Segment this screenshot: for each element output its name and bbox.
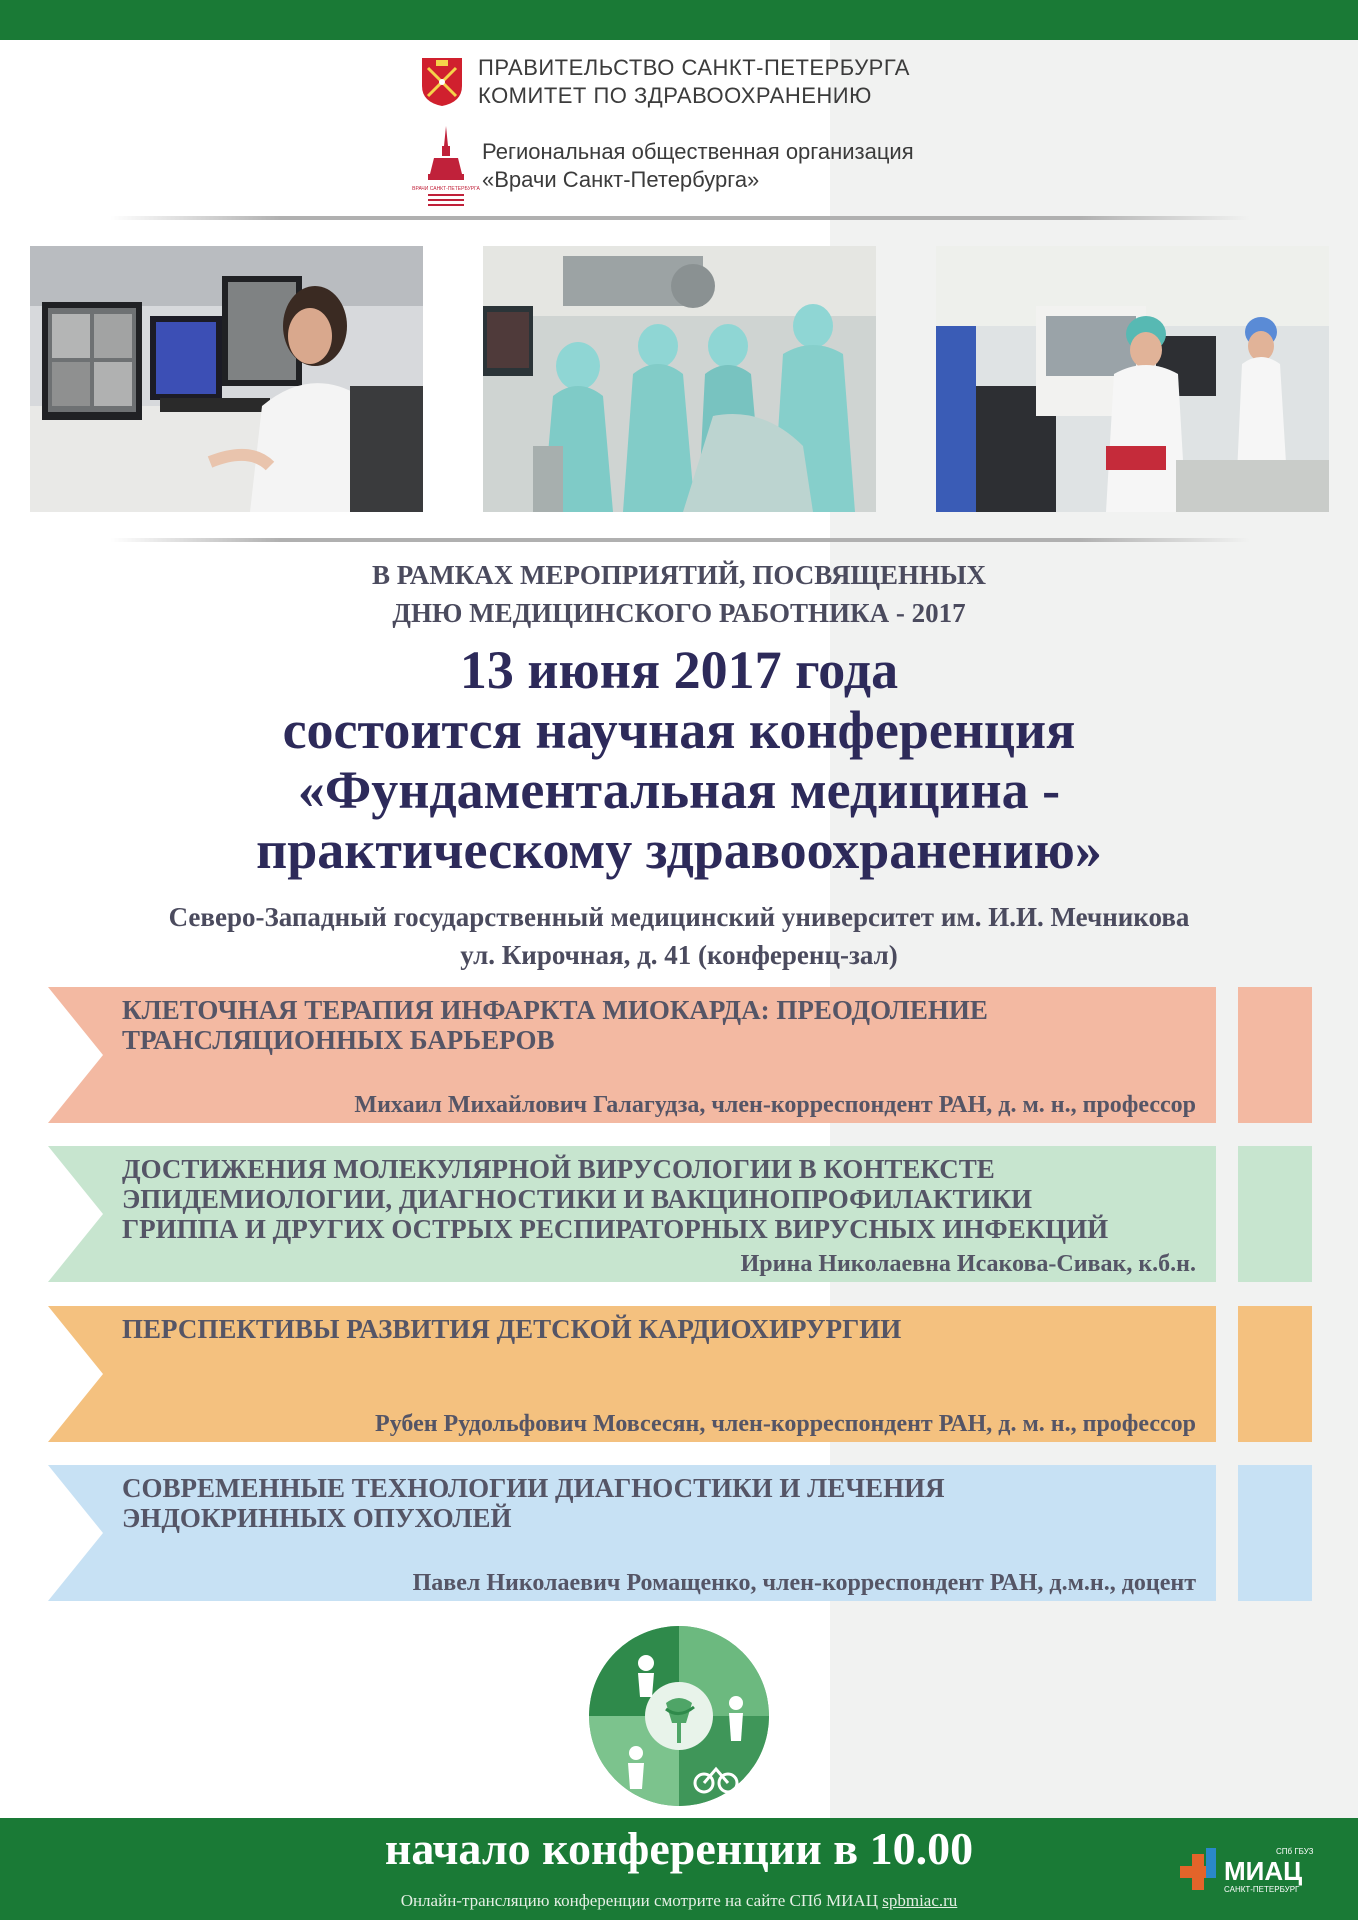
miac-logo-icon xyxy=(1188,1840,1338,1900)
talk-2-side-tab xyxy=(1238,1146,1312,1282)
venue-line2: ул. Кирочная, д. 41 (конференц-зал) xyxy=(460,940,898,970)
talk-1-speaker: Михаил Михайлович Галагудза, член-корреспондент РАН, д. м. н., профессор xyxy=(354,1092,1196,1118)
venue-block xyxy=(0,898,1358,974)
headline-line3: «Фундаментальная медицина - xyxy=(297,760,1061,820)
online-broadcast-text xyxy=(0,1891,1358,1911)
talk-4-title-line2: ЭНДОКРИННЫХ ОПУХОЛЕЙ xyxy=(122,1503,512,1533)
talk-1-title-line1: КЛЕТОЧНАЯ ТЕРАПИЯ ИНФАРКТА МИОКАРДА: ПРЕОДОЛЕНИЕ xyxy=(122,995,988,1025)
talk-3-side-tab xyxy=(1238,1306,1312,1442)
talk-2-speaker: Ирина Николаевна Исакова-Сивак, к.б.н. xyxy=(740,1251,1196,1277)
start-time-text: начало конференции в 10.00 xyxy=(384,1823,974,1874)
miac-city-text: САНКТ-ПЕТЕРБУРГ xyxy=(1224,1885,1300,1894)
online-text: Онлайн-трансляцию конференции смотрите на сайте СПб МИАЦ xyxy=(400,1891,878,1910)
org1-line1: ПРАВИТЕЛЬСТВО САНКТ-ПЕТЕРБУРГА xyxy=(478,55,910,80)
org-doctors-block xyxy=(412,124,914,208)
org2-line2: «Врачи Санкт-Петербурга» xyxy=(482,167,760,192)
talk-item-2 xyxy=(48,1146,1216,1282)
talk-2-title-line2: ЭПИДЕМИОЛОГИИ, ДИАГНОСТИКИ И ВАКЦИНОПРОФИЛАКТИКИ xyxy=(122,1184,1033,1214)
miac-name-text: МИАЦ xyxy=(1224,1856,1303,1886)
intro-line2: ДНЮ МЕДИЦИНСКОГО РАБОТНИКА - 2017 xyxy=(392,598,966,628)
org2-logo-text: ВРАЧИ САНКТ-ПЕТЕРБУРГА xyxy=(412,186,480,192)
divider-top xyxy=(110,216,1250,220)
talk-2-title-line1: ДОСТИЖЕНИЯ МОЛЕКУЛЯРНОЙ ВИРУСОЛОГИИ В КОНТЕКСТЕ xyxy=(122,1154,995,1184)
talk-item-3 xyxy=(48,1306,1216,1442)
talk-4-speaker: Павел Николаевич Ромащенко, член-корреспондент РАН, д.м.н., доцент xyxy=(412,1570,1196,1596)
online-link[interactable]: spbmiac.ru xyxy=(882,1891,958,1910)
talk-3-title-line1: ПЕРСПЕКТИВЫ РАЗВИТИЯ ДЕТСКОЙ КАРДИОХИРУРГИИ xyxy=(122,1314,902,1344)
headline-line4: практическому здравоохранению» xyxy=(256,820,1102,880)
photo-surgery xyxy=(483,246,876,512)
divider-middle xyxy=(110,538,1250,542)
talk-4-side-tab xyxy=(1238,1465,1312,1601)
talk-3-speaker: Рубен Рудольфович Мовсесян, член-корреспондент РАН, д. м. н., профессор xyxy=(375,1411,1196,1437)
doctors-spb-logo-icon xyxy=(412,124,480,208)
intro-subheading xyxy=(0,556,1358,632)
talk-2-title-line3: ГРИППА И ДРУГИХ ОСТРЫХ РЕСПИРАТОРНЫХ ВИРУСНЫХ ИНФЕКЦИЙ xyxy=(122,1214,1109,1244)
venue-line1: Северо-Западный государственный медицинский университет им. И.И. Мечникова xyxy=(168,902,1190,932)
org1-line2: КОМИТЕТ ПО ЗДРАВООХРАНЕНИЮ xyxy=(478,83,872,108)
headline-line1: 13 июня 2017 года xyxy=(459,640,899,700)
miac-small-text: СПб ГБУЗ xyxy=(1276,1847,1314,1856)
intro-line1: В РАМКАХ МЕРОПРИЯТИЙ, ПОСВЯЩЕННЫХ xyxy=(371,560,987,590)
spb-coat-of-arms-icon xyxy=(420,56,464,108)
headline-line2: состоится научная конференция xyxy=(282,700,1076,760)
talk-1-title-line2: ТРАНСЛЯЦИОННЫХ БАРЬЕРОВ xyxy=(122,1025,555,1055)
photo-laboratory xyxy=(936,246,1329,512)
org2-line1: Региональная общественная организация xyxy=(482,139,914,164)
talk-1-side-tab xyxy=(1238,987,1312,1123)
talk-4-title-line1: СОВРЕМЕННЫЕ ТЕХНОЛОГИИ ДИАГНОСТИКИ И ЛЕЧЕНИЯ xyxy=(122,1473,945,1503)
conference-headline xyxy=(0,640,1358,880)
top-green-bar xyxy=(0,0,1358,40)
talk-item-1 xyxy=(48,987,1216,1123)
photo-radiology xyxy=(30,246,423,512)
medical-emblem-icon xyxy=(586,1623,772,1809)
talk-item-4 xyxy=(48,1465,1216,1601)
org-government-block xyxy=(420,54,910,110)
